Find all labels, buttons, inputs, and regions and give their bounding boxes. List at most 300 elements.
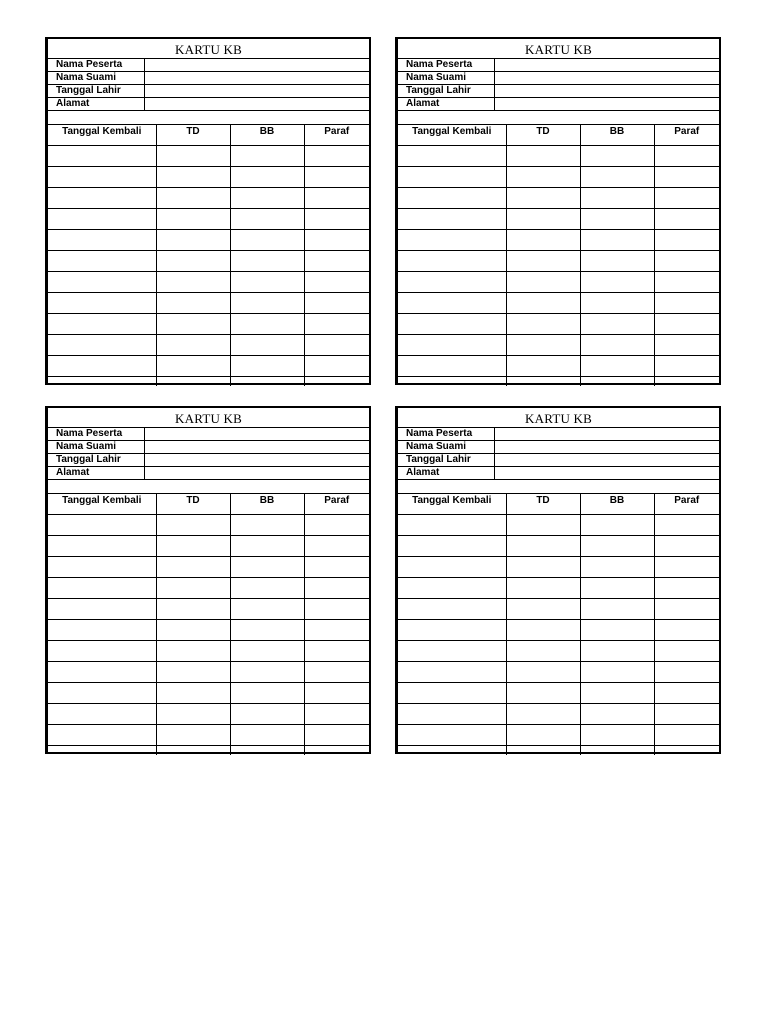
- visit-cell[interactable]: [304, 146, 369, 167]
- visit-log-table: [48, 494, 369, 755]
- visit-cell[interactable]: [156, 683, 230, 704]
- visit-cell[interactable]: [398, 230, 506, 251]
- visit-row: [48, 146, 369, 167]
- visit-cell[interactable]: [156, 146, 230, 167]
- visit-cell[interactable]: [506, 188, 580, 209]
- info-label: Alamat: [398, 98, 494, 111]
- visit-cell[interactable]: [304, 314, 369, 335]
- info-row-nama-peserta: [48, 428, 369, 441]
- info-label: Nama Peserta: [48, 428, 144, 441]
- visit-cell[interactable]: [654, 683, 719, 704]
- visit-row: [398, 377, 719, 387]
- visit-cell[interactable]: [654, 725, 719, 746]
- visit-cell[interactable]: [156, 272, 230, 293]
- visit-cell[interactable]: [580, 314, 654, 335]
- nama-peserta-field[interactable]: [144, 59, 369, 72]
- info-label: Nama Suami: [48, 441, 144, 454]
- visit-log-table: [398, 494, 719, 755]
- visit-cell[interactable]: [230, 641, 304, 662]
- info-row-alamat: [48, 467, 369, 480]
- visit-cell[interactable]: [304, 662, 369, 683]
- visit-cell[interactable]: [580, 146, 654, 167]
- visit-cell[interactable]: [398, 620, 506, 641]
- kartu-kb-card-top-left: [45, 37, 371, 385]
- visit-cell[interactable]: [230, 314, 304, 335]
- visit-cell[interactable]: [398, 293, 506, 314]
- visit-cell[interactable]: [230, 335, 304, 356]
- visit-cell[interactable]: [580, 515, 654, 536]
- nama-peserta-field[interactable]: [144, 428, 369, 441]
- visit-cell[interactable]: [398, 725, 506, 746]
- nama-suami-field[interactable]: [144, 72, 369, 85]
- visit-cell[interactable]: [580, 704, 654, 725]
- visit-cell[interactable]: [506, 377, 580, 387]
- visit-cell[interactable]: [304, 188, 369, 209]
- visit-cell[interactable]: [398, 662, 506, 683]
- visit-cell[interactable]: [156, 293, 230, 314]
- nama-peserta-field[interactable]: [494, 428, 719, 441]
- info-label: Tanggal Lahir: [48, 454, 144, 467]
- info-label: Nama Suami: [398, 441, 494, 454]
- visit-cell[interactable]: [654, 356, 719, 377]
- visit-cell[interactable]: [48, 683, 156, 704]
- visit-cell[interactable]: [580, 599, 654, 620]
- card-title: KARTU KB: [398, 408, 719, 428]
- visit-row: [398, 683, 719, 704]
- visit-cell[interactable]: [654, 704, 719, 725]
- visit-row: [48, 230, 369, 251]
- tanggal-lahir-field[interactable]: [144, 454, 369, 467]
- alamat-field[interactable]: [494, 467, 719, 480]
- visit-cell[interactable]: [48, 599, 156, 620]
- alamat-field[interactable]: [144, 98, 369, 111]
- visit-cell[interactable]: [580, 356, 654, 377]
- visit-cell[interactable]: [156, 578, 230, 599]
- visit-cell[interactable]: [230, 536, 304, 557]
- visit-row: [398, 356, 719, 377]
- visit-cell[interactable]: [156, 662, 230, 683]
- info-row-nama-peserta: [48, 59, 369, 72]
- visit-cell[interactable]: [304, 167, 369, 188]
- visit-cell[interactable]: [506, 599, 580, 620]
- visit-cell[interactable]: [230, 209, 304, 230]
- visit-cell[interactable]: [230, 230, 304, 251]
- visit-cell[interactable]: [156, 515, 230, 536]
- visit-cell[interactable]: [156, 746, 230, 756]
- visit-cell[interactable]: [48, 557, 156, 578]
- visit-row: [48, 704, 369, 725]
- visit-cell[interactable]: [156, 725, 230, 746]
- visit-cell[interactable]: [506, 230, 580, 251]
- visit-row: [398, 167, 719, 188]
- info-label: Nama Peserta: [398, 59, 494, 72]
- visit-cell[interactable]: [48, 209, 156, 230]
- kartu-kb-card-bottom-right: [395, 406, 721, 754]
- visit-cell[interactable]: [654, 599, 719, 620]
- column-header-bb: BB: [230, 494, 304, 515]
- visit-cell[interactable]: [48, 167, 156, 188]
- visit-cell[interactable]: [506, 704, 580, 725]
- visit-cell[interactable]: [156, 356, 230, 377]
- visit-cell[interactable]: [398, 578, 506, 599]
- info-label: Tanggal Lahir: [398, 85, 494, 98]
- visit-cell[interactable]: [580, 578, 654, 599]
- visit-cell[interactable]: [580, 620, 654, 641]
- visit-cell[interactable]: [48, 536, 156, 557]
- visit-row: [398, 146, 719, 167]
- visit-cell[interactable]: [156, 377, 230, 387]
- visit-cell[interactable]: [654, 641, 719, 662]
- visit-row: [48, 314, 369, 335]
- visit-cell[interactable]: [506, 725, 580, 746]
- visit-cell[interactable]: [230, 599, 304, 620]
- visit-cell[interactable]: [580, 167, 654, 188]
- info-label: Tanggal Lahir: [398, 454, 494, 467]
- visit-cell[interactable]: [230, 251, 304, 272]
- visit-cell[interactable]: [654, 662, 719, 683]
- visit-cell[interactable]: [156, 620, 230, 641]
- visit-row: [398, 662, 719, 683]
- visit-cell[interactable]: [156, 230, 230, 251]
- visit-cell[interactable]: [506, 557, 580, 578]
- alamat-field[interactable]: [144, 467, 369, 480]
- visit-cell[interactable]: [304, 641, 369, 662]
- visit-row: [48, 641, 369, 662]
- visit-cell[interactable]: [654, 314, 719, 335]
- visit-cell[interactable]: [304, 293, 369, 314]
- visit-cell[interactable]: [654, 620, 719, 641]
- visit-row: [398, 251, 719, 272]
- visit-cell[interactable]: [156, 188, 230, 209]
- participant-info-table: [48, 59, 369, 111]
- visit-cell[interactable]: [48, 578, 156, 599]
- card-title: KARTU KB: [48, 39, 369, 59]
- visit-cell[interactable]: [506, 167, 580, 188]
- visit-cell[interactable]: [156, 209, 230, 230]
- kartu-kb-card-top-right: [395, 37, 721, 385]
- visit-cell[interactable]: [230, 578, 304, 599]
- section-spacer: [398, 480, 719, 494]
- section-spacer: [48, 480, 369, 494]
- visit-cell[interactable]: [398, 356, 506, 377]
- visit-cell[interactable]: [506, 272, 580, 293]
- visit-cell[interactable]: [398, 557, 506, 578]
- visit-row: [48, 557, 369, 578]
- visit-cell[interactable]: [304, 599, 369, 620]
- visit-row: [398, 230, 719, 251]
- visit-cell[interactable]: [230, 620, 304, 641]
- column-header-td: TD: [506, 125, 580, 146]
- visit-cell[interactable]: [156, 599, 230, 620]
- visit-cell[interactable]: [156, 536, 230, 557]
- visit-row: [48, 293, 369, 314]
- visit-cell[interactable]: [304, 704, 369, 725]
- visit-cell[interactable]: [48, 272, 156, 293]
- visit-cell[interactable]: [580, 293, 654, 314]
- visit-cell[interactable]: [580, 725, 654, 746]
- visit-row: [48, 746, 369, 756]
- visit-cell[interactable]: [48, 704, 156, 725]
- column-header-paraf: Paraf: [654, 125, 719, 146]
- visit-cell[interactable]: [304, 578, 369, 599]
- visit-cell[interactable]: [304, 725, 369, 746]
- visit-cell[interactable]: [398, 746, 506, 756]
- visit-cell[interactable]: [654, 146, 719, 167]
- visit-header-row: [398, 494, 719, 515]
- visit-row: [48, 578, 369, 599]
- visit-cell[interactable]: [398, 146, 506, 167]
- column-header-bb: BB: [230, 125, 304, 146]
- visit-row: [48, 188, 369, 209]
- column-header-paraf: Paraf: [654, 494, 719, 515]
- info-label: Nama Suami: [48, 72, 144, 85]
- visit-cell[interactable]: [156, 641, 230, 662]
- visit-cell[interactable]: [654, 188, 719, 209]
- visit-cell[interactable]: [230, 167, 304, 188]
- visit-cell[interactable]: [654, 377, 719, 387]
- visit-cell[interactable]: [156, 335, 230, 356]
- visit-cell[interactable]: [654, 167, 719, 188]
- visit-cell[interactable]: [230, 515, 304, 536]
- visit-cell[interactable]: [506, 683, 580, 704]
- visit-header-row: [48, 125, 369, 146]
- visit-cell[interactable]: [654, 293, 719, 314]
- info-label: Nama Peserta: [48, 59, 144, 72]
- visit-cell[interactable]: [304, 515, 369, 536]
- visit-cell[interactable]: [398, 641, 506, 662]
- visit-cell[interactable]: [304, 620, 369, 641]
- visit-cell[interactable]: [506, 209, 580, 230]
- tanggal-lahir-field[interactable]: [494, 454, 719, 467]
- column-header-tanggal-kembali: Tanggal Kembali: [48, 494, 156, 515]
- visit-cell[interactable]: [48, 515, 156, 536]
- visit-cell[interactable]: [580, 683, 654, 704]
- visit-cell[interactable]: [506, 578, 580, 599]
- visit-cell[interactable]: [48, 662, 156, 683]
- visit-cell[interactable]: [580, 230, 654, 251]
- visit-cell[interactable]: [398, 377, 506, 387]
- visit-cell[interactable]: [506, 146, 580, 167]
- kartu-kb-card-bottom-left: [45, 406, 371, 754]
- visit-cell[interactable]: [230, 746, 304, 756]
- info-row-nama-suami: [48, 72, 369, 85]
- participant-info-table: [398, 59, 719, 111]
- visit-cell[interactable]: [156, 704, 230, 725]
- visit-row: [398, 641, 719, 662]
- visit-cell[interactable]: [230, 188, 304, 209]
- visit-cell[interactable]: [398, 188, 506, 209]
- visit-header-row: [48, 494, 369, 515]
- visit-cell[interactable]: [654, 515, 719, 536]
- participant-info-table: [398, 428, 719, 480]
- visit-cell[interactable]: [506, 314, 580, 335]
- visit-cell[interactable]: [304, 230, 369, 251]
- visit-cell[interactable]: [506, 536, 580, 557]
- visit-row: [398, 725, 719, 746]
- column-header-bb: BB: [580, 125, 654, 146]
- visit-row: [48, 662, 369, 683]
- visit-cell[interactable]: [48, 641, 156, 662]
- visit-cell[interactable]: [580, 746, 654, 756]
- visit-cell[interactable]: [304, 335, 369, 356]
- visit-cell[interactable]: [580, 188, 654, 209]
- visit-cell[interactable]: [304, 251, 369, 272]
- visit-cell[interactable]: [230, 704, 304, 725]
- visit-cell[interactable]: [654, 230, 719, 251]
- visit-header-row: [398, 125, 719, 146]
- alamat-field[interactable]: [494, 98, 719, 111]
- visit-cell[interactable]: [506, 356, 580, 377]
- visit-cell[interactable]: [48, 293, 156, 314]
- visit-cell[interactable]: [230, 725, 304, 746]
- visit-row: [48, 683, 369, 704]
- visit-cell[interactable]: [654, 335, 719, 356]
- visit-cell[interactable]: [48, 335, 156, 356]
- visit-cell[interactable]: [398, 599, 506, 620]
- visit-cell[interactable]: [48, 377, 156, 387]
- visit-row: [398, 209, 719, 230]
- column-header-tanggal-kembali: Tanggal Kembali: [398, 125, 506, 146]
- visit-cell[interactable]: [156, 314, 230, 335]
- info-row-tanggal-lahir: [48, 454, 369, 467]
- info-row-nama-suami: [398, 72, 719, 85]
- nama-peserta-field[interactable]: [494, 59, 719, 72]
- visit-cell[interactable]: [156, 167, 230, 188]
- visit-cell[interactable]: [580, 662, 654, 683]
- visit-cell[interactable]: [398, 704, 506, 725]
- visit-cell[interactable]: [48, 230, 156, 251]
- visit-cell[interactable]: [654, 557, 719, 578]
- visit-cell[interactable]: [398, 272, 506, 293]
- visit-cell[interactable]: [506, 293, 580, 314]
- info-label: Tanggal Lahir: [48, 85, 144, 98]
- visit-cell[interactable]: [304, 272, 369, 293]
- column-header-tanggal-kembali: Tanggal Kembali: [398, 494, 506, 515]
- visit-cell[interactable]: [230, 557, 304, 578]
- visit-cell[interactable]: [506, 641, 580, 662]
- tanggal-lahir-field[interactable]: [144, 85, 369, 98]
- visit-cell[interactable]: [398, 251, 506, 272]
- visit-cell[interactable]: [506, 335, 580, 356]
- visit-cell[interactable]: [580, 377, 654, 387]
- column-header-td: TD: [506, 494, 580, 515]
- visit-cell[interactable]: [398, 314, 506, 335]
- visit-cell[interactable]: [304, 683, 369, 704]
- visit-cell[interactable]: [580, 251, 654, 272]
- visit-row: [48, 335, 369, 356]
- visit-cell[interactable]: [304, 746, 369, 756]
- info-label: Nama Peserta: [398, 428, 494, 441]
- visit-row: [398, 536, 719, 557]
- visit-cell[interactable]: [304, 209, 369, 230]
- visit-row: [48, 620, 369, 641]
- visit-cell[interactable]: [398, 209, 506, 230]
- visit-row: [398, 335, 719, 356]
- visit-cell[interactable]: [654, 272, 719, 293]
- visit-cell[interactable]: [398, 167, 506, 188]
- visit-row: [48, 272, 369, 293]
- visit-cell[interactable]: [654, 209, 719, 230]
- visit-cell[interactable]: [230, 272, 304, 293]
- visit-cell[interactable]: [654, 251, 719, 272]
- info-row-alamat: [398, 98, 719, 111]
- visit-cell[interactable]: [580, 335, 654, 356]
- visit-cell[interactable]: [156, 557, 230, 578]
- visit-cell[interactable]: [580, 536, 654, 557]
- visit-cell[interactable]: [48, 314, 156, 335]
- info-row-nama-peserta: [398, 59, 719, 72]
- column-header-td: TD: [156, 494, 230, 515]
- visit-cell[interactable]: [654, 536, 719, 557]
- visit-cell[interactable]: [156, 251, 230, 272]
- visit-cell[interactable]: [580, 209, 654, 230]
- visit-row: [398, 599, 719, 620]
- tanggal-lahir-field[interactable]: [494, 85, 719, 98]
- visit-cell[interactable]: [506, 746, 580, 756]
- visit-cell[interactable]: [304, 377, 369, 387]
- visit-cell[interactable]: [230, 683, 304, 704]
- visit-cell[interactable]: [230, 356, 304, 377]
- visit-cell[interactable]: [506, 620, 580, 641]
- info-row-tanggal-lahir: [48, 85, 369, 98]
- visit-cell[interactable]: [398, 536, 506, 557]
- visit-cell[interactable]: [580, 272, 654, 293]
- visit-cell[interactable]: [48, 620, 156, 641]
- visit-cell[interactable]: [230, 146, 304, 167]
- nama-suami-field[interactable]: [494, 72, 719, 85]
- visit-row: [48, 167, 369, 188]
- visit-cell[interactable]: [580, 641, 654, 662]
- visit-cell[interactable]: [230, 293, 304, 314]
- visit-cell[interactable]: [506, 515, 580, 536]
- visit-cell[interactable]: [506, 251, 580, 272]
- visit-cell[interactable]: [48, 746, 156, 756]
- section-spacer: [48, 111, 369, 125]
- info-label: Alamat: [398, 467, 494, 480]
- visit-cell[interactable]: [48, 725, 156, 746]
- nama-suami-field[interactable]: [144, 441, 369, 454]
- visit-cell[interactable]: [654, 578, 719, 599]
- visit-cell[interactable]: [654, 746, 719, 756]
- visit-cell[interactable]: [48, 356, 156, 377]
- visit-cell[interactable]: [398, 683, 506, 704]
- nama-suami-field[interactable]: [494, 441, 719, 454]
- section-spacer: [398, 111, 719, 125]
- visit-log-table: [48, 125, 369, 386]
- column-header-td: TD: [156, 125, 230, 146]
- visit-cell[interactable]: [48, 146, 156, 167]
- info-row-tanggal-lahir: [398, 454, 719, 467]
- visit-cell[interactable]: [304, 536, 369, 557]
- visit-row: [398, 314, 719, 335]
- visit-cell[interactable]: [398, 515, 506, 536]
- visit-row: [398, 515, 719, 536]
- info-row-nama-suami: [398, 441, 719, 454]
- visit-cell[interactable]: [230, 377, 304, 387]
- info-label: Alamat: [48, 467, 144, 480]
- visit-cell[interactable]: [48, 251, 156, 272]
- participant-info-table: [48, 428, 369, 480]
- visit-cell[interactable]: [304, 356, 369, 377]
- visit-cell[interactable]: [48, 188, 156, 209]
- visit-row: [48, 536, 369, 557]
- visit-cell[interactable]: [398, 335, 506, 356]
- visit-cell[interactable]: [230, 662, 304, 683]
- visit-cell[interactable]: [506, 662, 580, 683]
- visit-cell[interactable]: [580, 557, 654, 578]
- info-label: Nama Suami: [398, 72, 494, 85]
- visit-cell[interactable]: [304, 557, 369, 578]
